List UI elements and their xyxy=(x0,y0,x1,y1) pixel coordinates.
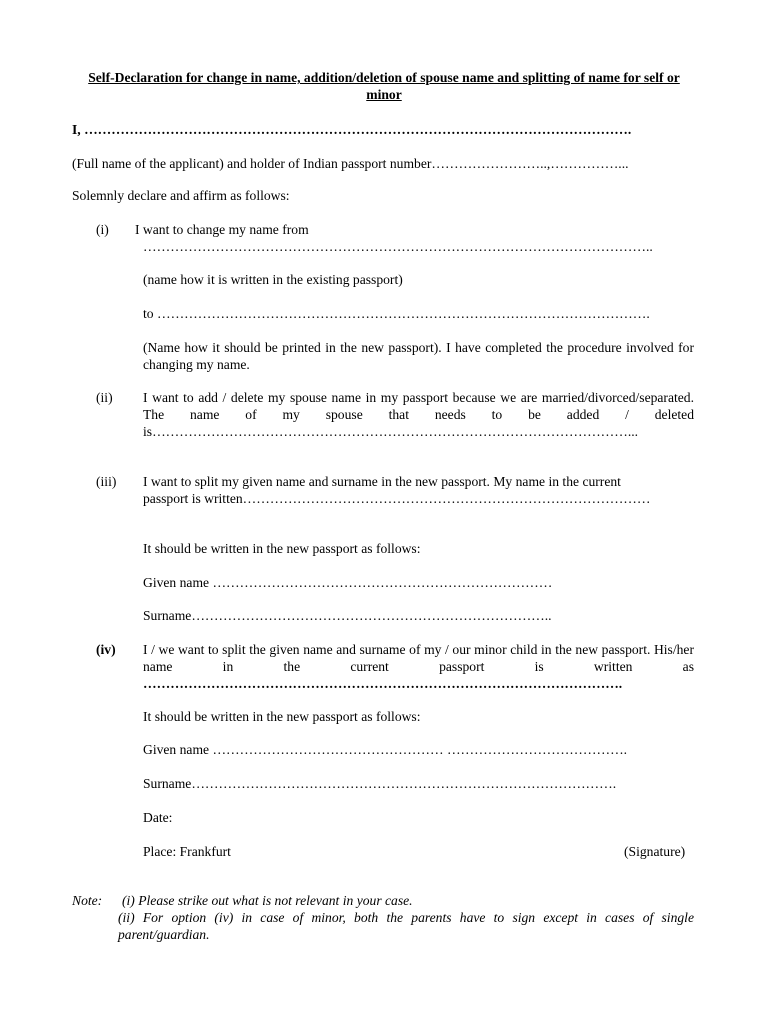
clause-iv-follows: It should be written in the new passport as follows: xyxy=(143,709,421,724)
clause-ii-spouse-text: I want to add / delete my spouse name in my passport because we are married/divorced/separated. The name of my spouse that needs to be added / deleted is……………………………………………………………………………………………... xyxy=(143,390,694,439)
clause-iv-minor-text: I / we want to split the given name and surname of my / our minor child in the new passport. His/her name in the current passport is written as xyxy=(143,642,694,674)
clause-number-iv: (iv) xyxy=(96,642,116,657)
clause-iv-current-name-dots: ……………………………………………………………………………………………. xyxy=(143,676,623,691)
clause-number-iii: (iii) xyxy=(96,474,117,489)
clause-iii-surname-line: Surname…………………………………………………………………….. xyxy=(143,608,552,623)
clause-iv-surname-line: Surname…………………………………………………………………………………. xyxy=(143,776,617,791)
solemnly-declare-line: Solemnly declare and affirm as follows: xyxy=(72,188,290,203)
clause-number-i: (i) xyxy=(96,222,109,237)
note-line-2: (ii) For option (iv) in case of minor, both the parents have to sign except in cases of single parent/guardian. xyxy=(118,910,694,942)
clause-i-procedure-text: (Name how it should be printed in the new passport). I have completed the procedure involved for changing my name. xyxy=(143,340,694,372)
note-label: Note: xyxy=(72,893,103,908)
document-title: Self-Declaration for change in name, addition/deletion of spouse name and splitting of name for self or minor xyxy=(88,70,680,102)
clause-number-ii: (ii) xyxy=(96,390,113,405)
passport-number-line: (Full name of the applicant) and holder of Indian passport number……………………..,……………... xyxy=(72,156,629,171)
note-line-1: (i) Please strike out what is not relevant in your case. xyxy=(122,893,413,908)
clause-i-heading: I want to change my name from xyxy=(135,222,309,237)
date-field: Date: xyxy=(143,810,173,825)
clause-iii-text-line1: I want to split my given name and surname in the new passport. My name in the current xyxy=(143,474,621,489)
clause-i-new-name-line: to ………………………………………………………………………………………………. xyxy=(143,306,650,321)
clause-i-old-name-dots: ………………………………………………………………………………………………….. xyxy=(143,239,653,254)
clause-iv-given-name-line: Given name …………………………………………… …………………………………. xyxy=(143,742,628,757)
place-field: Place: Frankfurt xyxy=(143,844,231,859)
clause-iii-follows: It should be written in the new passport as follows: xyxy=(143,541,421,556)
clause-iii-given-name-line: Given name ………………………………………………………………… xyxy=(143,575,553,590)
clause-i-old-name-note: (name how it is written in the existing passport) xyxy=(143,272,403,287)
signature-label: (Signature) xyxy=(624,844,686,859)
applicant-name-line: I, …………………………………………………………………………………………………………. xyxy=(72,122,632,137)
clause-iii-text-line2: passport is written……………………………………………………………………………… xyxy=(143,491,651,506)
